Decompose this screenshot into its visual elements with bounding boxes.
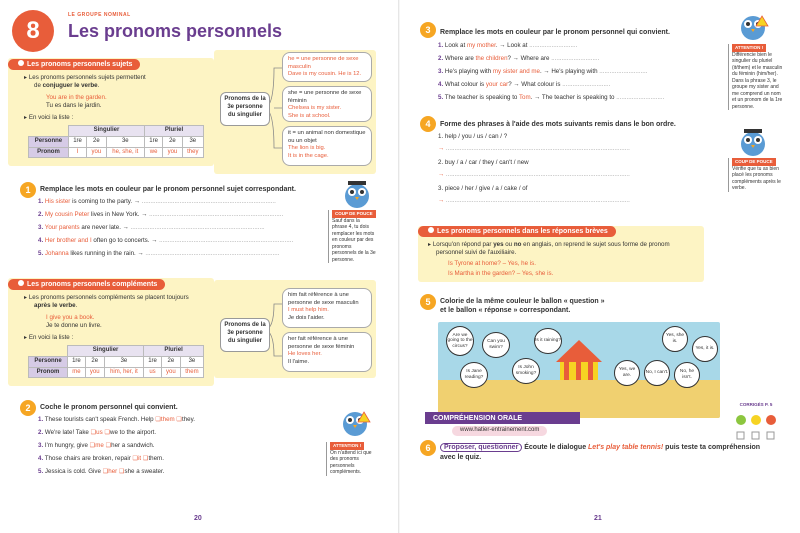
answer-line[interactable]: → ...........................................................................................................	[438, 171, 630, 178]
complements-pronoun-cell: you	[85, 367, 104, 378]
complements-intro-2c: .	[75, 302, 78, 309]
item-number: 4.	[38, 237, 44, 244]
complements-table-row-personne: Personne	[29, 356, 68, 367]
she-example-1: Chelsea is my sister.	[288, 105, 342, 112]
she-box	[282, 86, 372, 122]
answer-line[interactable]: ..............................................................................	[140, 198, 276, 205]
complements-person-cell: 2e	[85, 356, 104, 367]
subjects-intro-1: ▸ Les pronoms personnels sujets permettent	[24, 74, 146, 81]
it-example-1: The lion is big.	[288, 145, 326, 152]
ex6-text-b: puis teste ta compréhension	[663, 444, 761, 451]
circus-illustration	[438, 322, 720, 418]
answer-line[interactable]: → ...........................................................................................................	[438, 145, 630, 152]
checkbox[interactable]: ❑	[142, 455, 149, 462]
answer-line[interactable]: ..............................................................................	[147, 211, 284, 218]
item-text-b: ? → What colour is	[508, 81, 561, 88]
complements-pronoun-cell: us	[144, 367, 162, 378]
item-text: 3. piece / her / give / a / cake / of	[438, 185, 528, 192]
complements-intro-2	[34, 302, 77, 310]
option-1: it	[138, 455, 142, 462]
resource-url[interactable]: www.hatier-entrainement.com	[452, 426, 547, 436]
it-box	[282, 126, 372, 166]
subjects-center-box: Pronoms de la 3e personne du singulier	[220, 92, 270, 126]
item-text: Jessica is cold. Give	[44, 468, 101, 475]
subjects-intro-2	[34, 82, 99, 90]
complements-person-cell: 1re	[68, 356, 86, 367]
checkbox[interactable]: ❑	[104, 429, 110, 436]
him-box	[282, 288, 372, 328]
complements-intro-2-text: après le verbe	[34, 302, 76, 309]
complements-pill-label: Les pronoms personnels compléments	[27, 281, 158, 288]
complements-person-cell: 3e	[180, 356, 203, 367]
checkbox[interactable]: ❑	[102, 468, 109, 475]
balloon-question[interactable]: Is John smoking?	[512, 358, 540, 384]
option-2: her a sandwich.	[111, 442, 155, 449]
owl-mascot-icon	[338, 404, 372, 438]
ex1-item	[38, 237, 293, 245]
complements-table-singulier: Singulier	[68, 346, 144, 357]
balloon-answer[interactable]: Yes, she is.	[662, 326, 688, 352]
item-text: often go to concerts. →	[91, 237, 158, 244]
complements-pronoun-cell: me	[68, 367, 86, 378]
ex2-note-text: On n'attend ici que des pronoms personnels compléments.	[330, 449, 372, 476]
complements-intro-1-text: Les pronoms personnels compléments se placent toujours	[28, 294, 189, 301]
ex4-item	[438, 133, 507, 141]
her-box	[282, 332, 372, 372]
item-number: 3.	[38, 442, 44, 449]
complements-example-fr: Je te donne un livre.	[46, 322, 102, 329]
item-highlight: Her brother and I	[44, 237, 92, 244]
subjects-person-cell: 1re	[68, 136, 86, 147]
ex3-item	[438, 94, 664, 102]
subjects-intro-2b: conjuguer le verbe	[42, 82, 98, 89]
subjects-list-label-text: En voici la liste :	[28, 114, 74, 121]
item-text-b: . → The teacher is speaking to	[530, 94, 615, 101]
subjects-table-pluriel: Pluriel	[144, 126, 203, 137]
item-number: 2.	[38, 429, 44, 436]
ex6-title	[440, 443, 760, 452]
option-1: us	[96, 429, 103, 436]
complements-center-box: Pronoms de la 3e personne du singulier	[220, 318, 270, 352]
checkbox[interactable]: ❑	[90, 429, 97, 436]
him-example: I must help him.	[288, 307, 329, 314]
item-number: 3.	[438, 68, 444, 75]
subjects-list-label: ▸ En voici la liste :	[24, 114, 74, 121]
answer-line[interactable]: ............................	[549, 55, 600, 62]
ex2-number: 2	[20, 400, 36, 416]
owl-mascot-icon	[736, 124, 770, 158]
ex6-number: 6	[420, 440, 436, 456]
item-number: 5.	[438, 94, 444, 101]
balloon-question[interactable]: Is it raining?	[534, 328, 562, 354]
item-highlight: the children	[475, 55, 508, 62]
complements-person-cell: 3e	[104, 356, 143, 367]
complements-pill	[8, 279, 165, 290]
ex6-dialogue: Let's play table tennis!	[588, 444, 664, 451]
item-text-a: Look at	[444, 42, 467, 49]
checkbox-icons[interactable]	[734, 430, 778, 440]
ex4-note-title: COUP DE POUCE	[732, 158, 776, 166]
it-example-2: It is in the cage.	[288, 152, 329, 159]
subjects-table-row-personne: Personne	[29, 136, 69, 147]
ex1-item	[38, 224, 265, 232]
complements-pronoun-cell: you	[161, 367, 180, 378]
answer-line[interactable]: ............................	[614, 94, 665, 101]
complements-list-label-text: En voici la liste :	[28, 334, 74, 341]
ex3-title: Remplace les mots en couleur par le pronom personnel qui convient.	[440, 29, 670, 36]
ex1-item	[38, 198, 276, 206]
item-text: Those chairs are broken, repair	[44, 455, 131, 462]
item-text-b: . → Look at	[495, 42, 528, 49]
complements-example-en: I give you a book.	[46, 314, 95, 321]
subjects-example-fr: Tu es dans le jardin.	[46, 102, 102, 109]
item-text: likes running in the rain. →	[68, 250, 144, 257]
complements-table-pluriel: Pluriel	[144, 346, 204, 357]
he-def: he = une personne de sexe masculin	[288, 56, 359, 70]
ex1-title: Remplace les mots en couleur par le pronom personnel sujet correspondant.	[40, 186, 296, 193]
checkbox[interactable]: ❑	[105, 442, 112, 449]
smiley-icons	[734, 412, 778, 428]
subjects-person-cell: 3e	[106, 136, 144, 147]
checkbox[interactable]: ❑	[155, 416, 161, 423]
answers-intro-1b: ou	[503, 241, 514, 248]
balloon-question[interactable]: Can you swim?	[482, 332, 510, 358]
checkbox[interactable]: ❑	[132, 455, 139, 462]
ex5-number: 5	[420, 294, 436, 310]
circus-tent-icon	[556, 340, 602, 380]
smiley-faces	[734, 412, 778, 428]
ex6-text-c: avec le quiz.	[440, 454, 482, 461]
item-text-b: ? → Where are	[507, 55, 550, 62]
ex5-title-1: Colorie de la même couleur le ballon « question »	[440, 298, 605, 305]
answers-pill	[418, 226, 616, 237]
checkboxes	[734, 430, 778, 440]
item-highlight: my sister and me	[492, 68, 540, 75]
ex2-item	[38, 468, 164, 476]
answer-line[interactable]: ............................	[527, 42, 578, 49]
ex5-title-2: et le ballon « réponse » correspondant.	[440, 307, 571, 314]
complements-pronoun-cell: him, her, it	[104, 367, 143, 378]
option-1: me	[95, 442, 104, 449]
ex1-number: 1	[20, 182, 36, 198]
ex3-item	[438, 55, 599, 63]
answers-intro-2: personnel suivi de l'auxiliaire.	[436, 249, 517, 256]
balloon-answer[interactable]: No, he isn't.	[674, 362, 700, 388]
subjects-example-en: You are in the garden.	[46, 94, 107, 101]
item-text: are never late. →	[79, 224, 129, 231]
ex4-item	[438, 159, 529, 167]
owl-mascot-icon	[340, 176, 374, 210]
ex3-note	[728, 44, 786, 110]
item-text-a: What colour is	[444, 81, 486, 88]
him-def: him fait référence à une personne de sexe masculin	[288, 292, 359, 306]
subjects-person-cell: 1re	[144, 136, 162, 147]
owl-mascot-icon	[736, 8, 770, 42]
answer-line[interactable]: ............................	[560, 81, 611, 88]
item-text: 2. buy / a / car / they / can't / new	[438, 159, 529, 166]
answers-no: no	[513, 241, 522, 248]
balloon-answer[interactable]: Yes, it is.	[692, 336, 718, 362]
ex3-item	[438, 81, 610, 89]
it-def: it = un animal non domestique ou un objet	[288, 130, 366, 144]
subjects-person-cell: 2e	[163, 136, 182, 147]
ex3-number: 3	[420, 22, 436, 38]
option-2: we to the airport.	[110, 429, 157, 436]
checkbox[interactable]: ❑	[89, 442, 96, 449]
item-text: 1. help / you / us / can / ?	[438, 133, 508, 140]
her-translation: Il l'aime.	[288, 358, 310, 365]
ex4-title: Forme des phrases à l'aide des mots suivants remis dans le bon ordre.	[440, 121, 676, 128]
item-number: 2.	[38, 211, 44, 218]
subjects-pill-label: Les pronoms personnels sujets	[27, 61, 133, 68]
item-text: These tourists can't speak French. Help	[44, 416, 154, 423]
ex2-title: Coche le pronom personnel qui convient.	[40, 404, 178, 411]
ex2-note	[326, 442, 376, 476]
complements-table-row-pronom: Pronom	[29, 367, 68, 378]
item-text: is coming to the party. →	[70, 198, 141, 205]
answers-yes: yes	[493, 241, 504, 248]
subjects-table	[28, 125, 204, 158]
her-example: He loves her.	[288, 351, 322, 358]
item-number: 2.	[438, 55, 444, 62]
answers-intro-1: ▸ Lorsqu'on répond par yes ou no en anglais, on reprend le sujet sous forme de pronom	[428, 241, 670, 248]
subjects-pronoun-cell: he, she, it	[106, 147, 144, 158]
answers-example-2: Is Martha in the garden? – Yes, she is.	[448, 270, 554, 277]
ex3-note-title: ATTENTION !	[732, 44, 766, 52]
ex3-item	[438, 42, 577, 50]
ex1-note-title: COUP DE POUCE	[332, 210, 376, 218]
ex3-item	[438, 68, 647, 76]
subjects-pronoun-cell: you	[163, 147, 182, 158]
item-number: 4.	[438, 81, 444, 88]
item-number: 1.	[438, 42, 444, 49]
item-highlight: My cousin Peter	[44, 211, 90, 218]
ex4-item	[438, 185, 527, 193]
item-highlight: Tom	[518, 94, 531, 101]
ex1-note-text: Sauf dans la phrase 4, tu dois remplacer les mots en couleur par des pronoms personnels de la 3e personne.	[332, 217, 376, 263]
complements-pronoun-cell: them	[180, 367, 203, 378]
proposer-tag: Proposer, questionner	[440, 443, 522, 452]
item-number: 5.	[38, 250, 44, 257]
she-def: she = une personne de sexe féminin	[288, 90, 362, 104]
ex1-note	[328, 210, 376, 263]
answer-line[interactable]: ..............................................................................	[157, 237, 294, 244]
ex2-note-title: ATTENTION !	[330, 442, 364, 450]
option-1: them	[160, 416, 175, 423]
answers-pill-label: Les pronoms personnels dans les réponses brèves	[437, 228, 608, 235]
subjects-table-row-pronom: Pronom	[29, 147, 69, 158]
answer-line[interactable]: ............................	[597, 68, 648, 75]
item-text: We're late! Take	[44, 429, 89, 436]
item-text: I'm hungry, give	[44, 442, 88, 449]
complements-person-cell: 2e	[161, 356, 180, 367]
option-2: they.	[181, 416, 195, 423]
subjects-pronoun-cell: you	[87, 147, 106, 158]
he-example: Dave is my cousin. He is 12.	[288, 71, 362, 78]
item-highlight: your car	[485, 81, 509, 88]
item-highlight: Your parents	[44, 224, 80, 231]
ex1-item	[38, 211, 283, 219]
balloon-answer[interactable]: Yes, we are.	[614, 360, 640, 386]
answers-intro-1a: Lorsqu'on répond par	[432, 241, 494, 248]
item-highlight: Johanna	[44, 250, 69, 257]
option-1: her	[108, 468, 118, 475]
page-number-right: 21	[594, 515, 602, 522]
complements-list-label: ▸ En voici la liste :	[24, 334, 74, 341]
complements-table	[28, 345, 204, 378]
item-text-a: He's playing with	[444, 68, 493, 75]
he-box	[282, 52, 372, 82]
ex2-item	[38, 442, 154, 450]
subjects-table-singulier: Singulier	[68, 126, 144, 137]
checkbox[interactable]: ❑	[176, 416, 182, 423]
item-number: 4.	[38, 455, 44, 462]
chapter-number-badge: 8	[12, 10, 54, 52]
subjects-pronoun-cell: they	[182, 147, 203, 158]
ex2-item	[38, 416, 195, 424]
subjects-intro-1-text: Les pronoms personnels sujets permettent	[28, 74, 146, 81]
complements-intro-1: ▸ Les pronoms personnels compléments se placent toujours	[24, 294, 189, 301]
item-number: 3.	[38, 224, 44, 231]
ex2-item	[38, 429, 156, 437]
checkbox[interactable]: ❑	[118, 468, 125, 475]
item-text-a: Where are	[444, 55, 476, 62]
ex4-number: 4	[420, 116, 436, 132]
subjects-pronoun-cell: I	[68, 147, 86, 158]
subjects-person-cell: 2e	[87, 136, 106, 147]
item-text-b: . → He's playing with	[539, 68, 598, 75]
oral-comprehension-bar: COMPRÉHENSION ORALE	[425, 412, 580, 424]
item-number: 1.	[38, 198, 44, 205]
balloon-question[interactable]: Are we going to the circus?	[446, 326, 474, 356]
ex4-note-text: Vérifie que tu as bien placé les pronoms compléments après le verbe.	[732, 165, 781, 192]
him-translation: Je dois l'aider.	[288, 314, 325, 321]
corrige-label: CORRIGÉS P. 5	[739, 402, 773, 407]
subjects-intro-2a: de	[34, 82, 43, 89]
balloon-answer[interactable]: No, I can't.	[644, 360, 670, 386]
answers-example-1: Is Tyrone at home? – Yes, he is.	[448, 260, 536, 267]
item-highlight: my mother	[466, 42, 496, 49]
item-number: 1.	[38, 416, 44, 423]
ex3-note-text: Différencie bien le singulier du pluriel (it/them) et le masculin du féminin (him/her). Dans la phrase 3, le groupe my sister and me comprend un nom et un pronom de la 1re personne.	[732, 51, 783, 110]
item-highlight: His sister	[44, 198, 71, 205]
subjects-person-cell: 3e	[182, 136, 203, 147]
her-def: her fait référence à une personne de sexe féminin	[288, 336, 355, 350]
answer-line[interactable]: ..............................................................................	[128, 224, 265, 231]
item-number: 5.	[38, 468, 44, 475]
page-number-left: 20	[194, 515, 202, 522]
complements-person-cell: 1re	[144, 356, 162, 367]
chapter-kicker: LE GROUPE NOMINAL	[68, 12, 131, 18]
ex4-note	[728, 158, 786, 192]
answers-intro-1c: en anglais, on reprend le sujet sous forme de pronom	[521, 241, 670, 248]
ex2-item	[38, 455, 164, 463]
subjects-pill	[8, 59, 140, 70]
answer-line[interactable]: ..............................................................................	[143, 250, 280, 257]
item-text: lives in New York. →	[89, 211, 148, 218]
she-example-2: She is at school.	[288, 112, 331, 119]
ex1-item	[38, 250, 279, 258]
balloon-question[interactable]: Is Jane reading?	[460, 362, 488, 388]
subjects-pronoun-cell: we	[144, 147, 162, 158]
chapter-title: Les pronoms personnels	[68, 21, 283, 41]
item-text-a: The teacher is speaking to	[444, 94, 519, 101]
subjects-intro-2c: .	[97, 82, 100, 89]
option-2: she a sweater.	[124, 468, 165, 475]
ex6-text-a: Écoute le dialogue	[522, 444, 589, 451]
option-2: them.	[148, 455, 164, 462]
answer-line[interactable]: → ...........................................................................................................	[438, 197, 630, 204]
